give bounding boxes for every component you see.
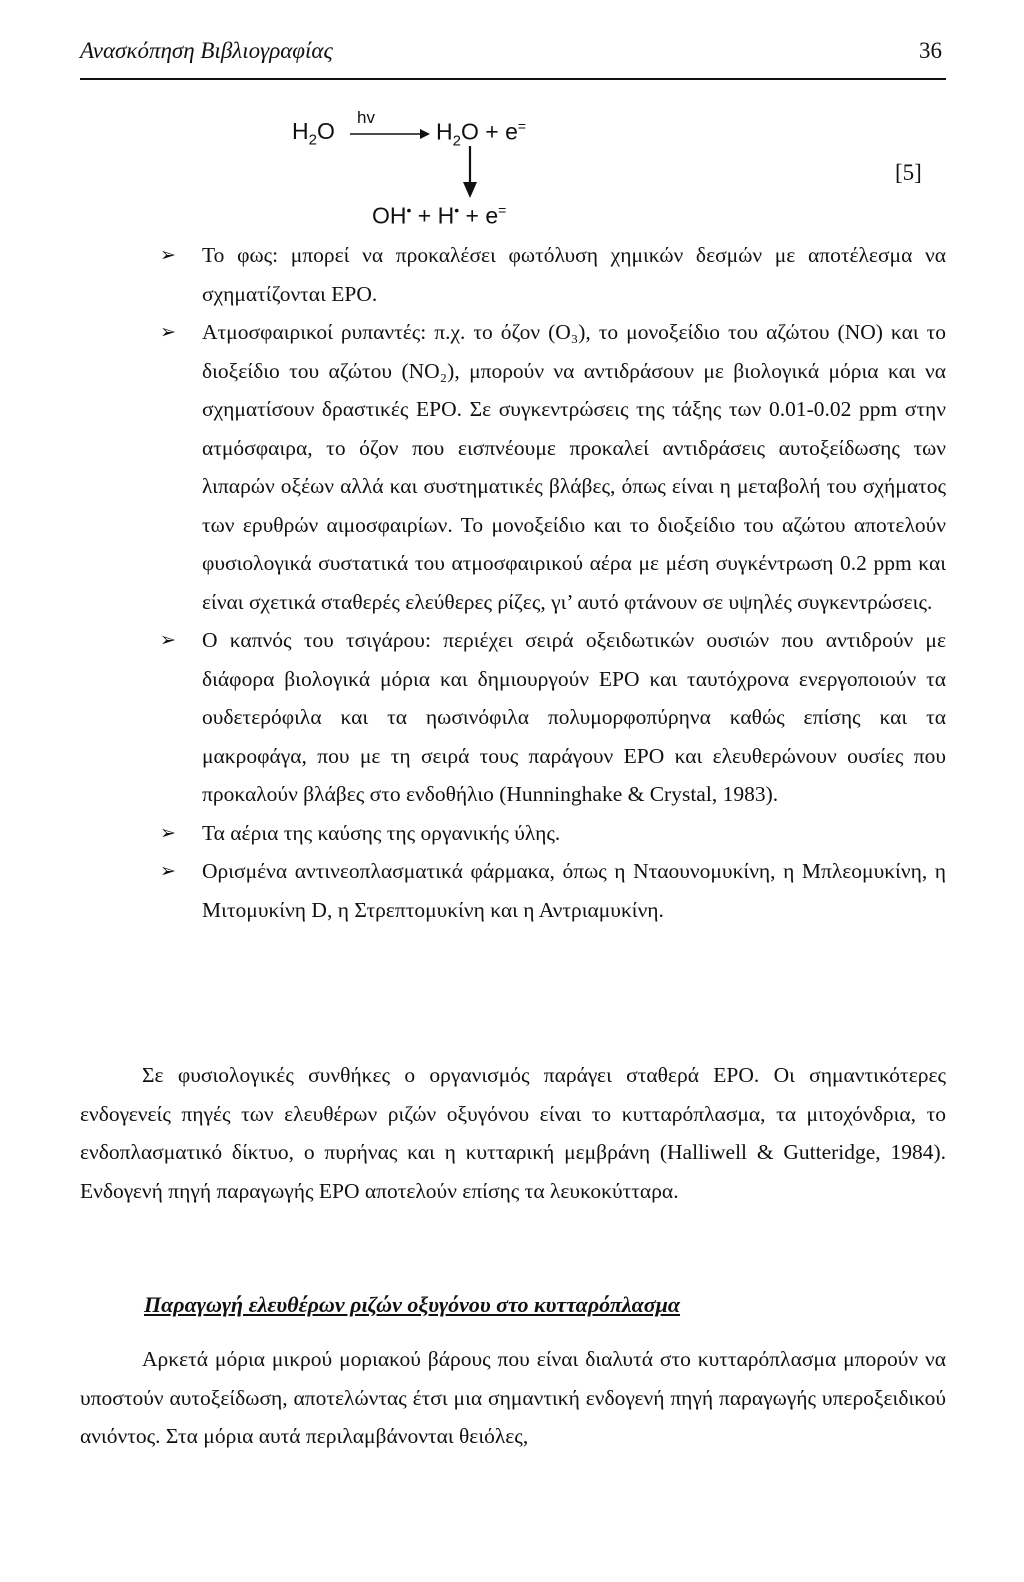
arrowhead-bullet-icon: ➢: [160, 244, 176, 266]
down-arrow-icon: [462, 146, 478, 198]
list-item: ➢ Ορισμένα αντινεοπλασματικά φάρμακα, όπως η Νταουνομυκίνη, η Μπλεομυκίνη, η Μιτομυκίνη D, η Στρεπτομυκίνη και η Αντριαμυκίνη.: [160, 852, 946, 929]
equation-arrow-label: hv: [357, 108, 375, 127]
arrowhead-bullet-icon: ➢: [160, 821, 176, 844]
equation-product: $H_2O + e^=$: [436, 118, 527, 150]
equation-products-line: OH• + H• + e=: [372, 202, 507, 229]
sources-list: [160, 236, 946, 929]
running-title: Ανασκόπηση Βιβλιογραφίας: [80, 38, 333, 63]
page-header: [80, 38, 946, 80]
arrowhead-bullet-icon: ➢: [160, 860, 176, 882]
arrowhead-bullet-icon: ➢: [160, 321, 176, 343]
equation-reactant: $H_2O$: [292, 118, 335, 149]
section-heading: Παραγωγή ελευθέρων ριζών οξυγόνου στο κυτταρόπλασμα: [144, 1292, 681, 1317]
arrowhead-bullet-icon: ➢: [160, 629, 176, 651]
body-paragraph: Σε φυσιολογικές συνθήκες ο οργανισμός παράγει σταθερά ΕΡΟ. Οι σημαντικότερες ενδογενείς πηγές των ελευθέρων ριζών οξυγόνου είναι το κυτταρόπλασμα, τα μιτοχόνδρια, το ενδοπλασματικό δίκτυο, ο πυρήνας και η κυτταρική μεμβράνη (Halliwell & Gutteridge, 1984). Ενδογενή πηγή παραγωγής ΕΡΟ αποτελούν επίσης τα λευκοκύτταρα.: [80, 1063, 946, 1203]
reaction-arrow-icon: [350, 128, 430, 140]
page-number: 36: [919, 38, 942, 63]
body-paragraph: Αρκετά μόρια μικρού μοριακού βάρους που είναι διαλυτά στο κυτταρόπλασμα μπορούν να υποστούν αυτοξείδωση, αποτελώντας έτσι μια σημαντική ενδογενή πηγή παραγωγής υπεροξειδικού ανιόντος. Στα μόρια αυτά περιλαμβάνονται θειόλες,: [80, 1347, 946, 1448]
list-item: ➢ Τα αέρια της καύσης της οργανικής ύλης.: [160, 814, 946, 853]
list-item: ➢ Ατμοσφαιρικοί ρυπαντές: π.χ. το όζον (O₃), το μονοξείδιο του αζώτου (NO) και το διοξείδιο του αζώτου (NO₂), μπορούν να αντιδράσουν με βιολογικά μόρια και να σχηματίσουν δραστικές ΕΡΟ. Σε συγκεντρώσεις της τάξης των 0.01-0.02 ppm στην ατμόσφαιρα, το όζον που εισπνέουμε προκαλεί αντιδράσεις αυτοξείδωσης των λιπαρών οξέων αλλά και συστηματικές βλάβες, όπως είναι η μεταβολή του σχήματος των ερυθρών αιμοσφαιρίων. Το μονοξείδιο και το διοξείδιο του αζώτου αποτελούν φυσιολογικά συστατικά του ατμοσφαιρικού αέρα με μέση συγκέντρωση 0.2 ppm και είναι σχετικά σταθερές ελεύθερες ρίζες, γι’ αυτό φτάνουν σε υψηλές συγκεντρώσεις.: [160, 313, 946, 621]
list-item: ➢ Το φως: μπορεί να προκαλέσει φωτόλυση χημικών δεσμών με αποτέλεσμα να σχηματίζονται ΕΡΟ.: [160, 236, 946, 313]
list-item: ➢ Ο καπνός του τσιγάρου: περιέχει σειρά οξειδωτικών ουσιών που αντιδρούν με διάφορα βιολογικά μόρια και δημιουργούν ΕΡΟ και ταυτόχρονα ενεργοποιούν τα ουδετερόφιλα και τα ηωσινόφιλα πολυμορφοπύρηνα καθώς επίσης και τα μακροφάγα, που με τη σειρά τους παράγουν ΕΡΟ και ελευθερώνουν ουσίες που προκαλούν βλάβες στο ενδοθήλιο (Hunninghake & Crystal, 1983).: [160, 621, 946, 814]
reference-label: [5]: [895, 160, 922, 185]
